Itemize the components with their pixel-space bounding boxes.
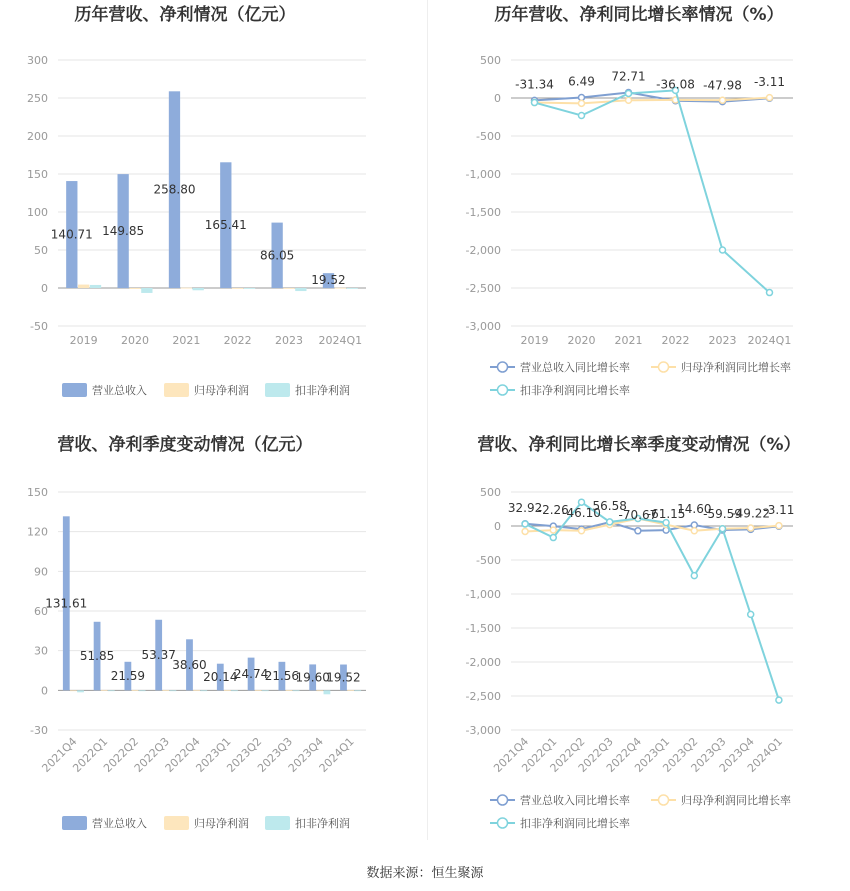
y-tick-label: 0 <box>41 684 48 698</box>
series-line-deducted-profit-growth <box>525 502 779 700</box>
y-tick-label: -1,000 <box>465 588 501 601</box>
bar-net-profit <box>316 690 323 691</box>
y-tick-label: -30 <box>30 724 48 737</box>
legend-swatch <box>265 383 290 397</box>
bar-net-profit <box>162 690 169 691</box>
legend-label: 扣非净利润同比增长率 <box>520 384 630 397</box>
data-point <box>579 528 585 534</box>
bar-net-profit <box>132 690 139 691</box>
bar-deducted-net-profit <box>293 690 300 691</box>
revenue-data-label: 19.52 <box>311 273 346 287</box>
data-point <box>635 528 641 534</box>
revenue-data-label: 86.05 <box>259 248 295 263</box>
bar-net-profit <box>193 690 200 691</box>
growth-data-label: -46.10 <box>562 506 601 521</box>
revenue-data-label: 24.74 <box>233 666 269 681</box>
legend-marker <box>498 795 508 805</box>
legend-marker <box>659 362 669 372</box>
y-tick-label: -1,500 <box>465 206 501 219</box>
growth-data-label: -31.34 <box>515 77 554 92</box>
revenue-data-label: 131.61 <box>45 596 88 611</box>
legend-label: 营业总收入 <box>92 384 147 397</box>
y-tick-label: 60 <box>34 605 48 618</box>
x-tick-label: 2024Q1 <box>744 734 786 775</box>
y-tick-label: 500 <box>480 486 501 499</box>
data-point <box>550 535 556 541</box>
data-point <box>720 97 726 103</box>
bar-deducted-net-profit <box>108 690 115 691</box>
x-tick-label: 2019 <box>520 334 549 347</box>
growth-data-label: 72.71 <box>611 69 646 84</box>
y-tick-label: 0 <box>494 520 501 533</box>
y-tick-label: -50 <box>30 320 48 333</box>
y-tick-label: -3,000 <box>465 724 501 737</box>
data-point <box>607 519 613 525</box>
growth-data-label: -2.26 <box>537 503 569 518</box>
x-tick-label: 2024Q1 <box>318 334 363 347</box>
bar-deducted-net-profit <box>90 285 101 288</box>
data-point <box>776 697 782 703</box>
y-tick-label: 100 <box>27 206 48 219</box>
x-tick-label: 2022Q4 <box>162 734 203 775</box>
bar-net-profit <box>78 285 89 288</box>
legend-swatch <box>164 383 189 397</box>
legend-marker <box>498 385 508 395</box>
x-tick-label: 2023Q2 <box>224 734 265 775</box>
growth-data-label: -59.59 <box>703 507 742 522</box>
legend-swatch <box>265 816 290 830</box>
x-tick-label: 2022Q4 <box>603 734 645 775</box>
x-tick-label: 2021 <box>172 334 201 347</box>
data-point <box>626 90 632 96</box>
revenue-data-label: 21.56 <box>264 669 300 684</box>
bar-net-profit <box>101 690 108 691</box>
legend-swatch <box>164 816 189 830</box>
data-point <box>748 525 754 531</box>
y-tick-label: 30 <box>34 644 48 658</box>
x-tick-label: 2020 <box>121 334 149 347</box>
growth-data-label: -3.11 <box>763 503 795 518</box>
data-point <box>579 499 585 505</box>
growth-data-label: 14.60 <box>677 502 712 517</box>
legend-label: 营业总收入 <box>92 817 147 830</box>
bar-deducted-net-profit <box>170 690 177 691</box>
y-tick-label: -1,000 <box>465 168 501 181</box>
y-tick-label: 150 <box>27 168 48 181</box>
legend-label: 归母净利润同比增长率 <box>681 794 791 807</box>
x-tick-label: 2022Q2 <box>547 734 588 775</box>
legend-marker <box>659 795 669 805</box>
y-tick-label: 250 <box>27 92 48 105</box>
bar-deducted-net-profit <box>354 690 361 691</box>
data-source-footer: 数据来源：恒生聚源 <box>366 866 484 881</box>
revenue-data-label: 140.71 <box>50 227 93 242</box>
data-point <box>626 97 632 103</box>
growth-data-label: -3.11 <box>753 75 786 90</box>
bar-deducted-net-profit <box>244 288 255 289</box>
bar-net-profit <box>335 288 346 289</box>
x-tick-label: 2022Q3 <box>575 734 616 775</box>
bar-deducted-net-profit <box>193 288 204 290</box>
x-tick-label: 2023 <box>275 334 303 347</box>
bar-deducted-net-profit <box>77 690 84 692</box>
bar-deducted-net-profit <box>324 690 331 694</box>
bar-net-profit <box>181 288 192 289</box>
quarterly-growth-rate-line-chart <box>428 425 850 850</box>
annual-growth-rate-line-chart <box>428 0 850 410</box>
y-tick-label: -500 <box>476 130 501 143</box>
x-tick-label: 2021Q4 <box>39 734 80 775</box>
legend-label: 归母净利润 <box>194 817 249 830</box>
x-tick-label: 2023 <box>708 334 737 347</box>
data-point <box>522 521 528 527</box>
y-tick-label: 0 <box>41 282 48 295</box>
chart-title: 历年营收、净利同比增长率情况（%） <box>494 5 784 25</box>
x-tick-label: 2023Q2 <box>660 734 701 775</box>
growth-data-label: -70.67 <box>618 507 658 522</box>
data-point <box>691 528 697 534</box>
y-tick-label: -2,000 <box>465 656 501 669</box>
legend-swatch <box>62 383 87 397</box>
revenue-data-label: 51.85 <box>79 649 115 664</box>
revenue-data-label: 21.59 <box>110 669 146 684</box>
y-tick-label: 300 <box>27 54 48 67</box>
growth-data-label: -47.98 <box>703 78 742 93</box>
x-tick-label: 2023Q1 <box>632 734 673 775</box>
revenue-data-label: 20.14 <box>203 670 238 685</box>
x-tick-label: 2022 <box>223 334 252 347</box>
legend-marker <box>498 818 508 828</box>
bar-net-profit <box>286 690 293 691</box>
bar-net-profit <box>347 690 354 691</box>
y-tick-label: -2,000 <box>465 244 501 257</box>
x-tick-label: 2023Q3 <box>688 734 729 775</box>
quarterly-revenue-profit-bar-chart <box>0 425 425 850</box>
y-tick-label: 150 <box>27 486 48 499</box>
y-tick-label: -3,000 <box>465 320 501 333</box>
legend-label: 营业总收入同比增长率 <box>520 361 630 374</box>
data-point <box>550 527 556 533</box>
bar-deducted-net-profit <box>231 690 238 691</box>
data-point <box>720 247 726 253</box>
data-point <box>767 290 773 296</box>
bar-deducted-net-profit <box>347 288 358 289</box>
growth-data-label: -61.15 <box>646 507 686 522</box>
legend-label: 归母净利润同比增长率 <box>681 361 791 374</box>
chart-title: 历年营收、净利情况（亿元） <box>74 5 296 25</box>
chart-title: 营收、净利同比增长率季度变动情况（%） <box>477 435 801 455</box>
series-line-deducted-profit-growth <box>535 90 770 292</box>
bar-net-profit <box>129 288 140 289</box>
legend-label: 扣非净利润同比增长率 <box>520 817 630 830</box>
legend-label: 营业总收入同比增长率 <box>520 794 630 807</box>
revenue-data-label: 38.60 <box>172 657 207 672</box>
chart-title: 营收、净利季度变动情况（亿元） <box>57 435 313 455</box>
y-tick-label: 90 <box>34 565 48 579</box>
y-tick-label: -2,500 <box>465 690 501 703</box>
x-tick-label: 2021 <box>614 334 643 347</box>
y-tick-label: 0 <box>494 92 501 105</box>
growth-data-label: 6.49 <box>568 74 595 89</box>
bar-net-profit <box>70 690 77 691</box>
legend-marker <box>498 362 508 372</box>
revenue-data-label: 53.37 <box>141 648 176 663</box>
bar-net-profit <box>255 690 262 691</box>
x-tick-label: 2023Q4 <box>285 734 326 775</box>
bar-deducted-net-profit <box>200 690 207 691</box>
legend-label: 扣非净利润 <box>295 384 350 397</box>
bar-deducted-net-profit <box>295 288 306 291</box>
x-tick-label: 2024Q1 <box>316 734 357 775</box>
revenue-data-label: 19.52 <box>326 670 361 685</box>
legend-label: 归母净利润 <box>194 384 249 397</box>
y-tick-label: 500 <box>480 54 501 67</box>
growth-data-label: -36.08 <box>656 77 695 92</box>
data-point <box>579 100 585 106</box>
x-tick-label: 2022Q2 <box>101 734 142 775</box>
revenue-data-label: 19.60 <box>295 670 330 685</box>
x-tick-label: 2019 <box>69 334 98 347</box>
data-point <box>748 611 754 617</box>
revenue-data-label: 165.41 <box>204 218 247 233</box>
legend-label: 扣非净利润 <box>295 817 350 830</box>
revenue-data-label: 149.85 <box>102 224 145 239</box>
bar-net-profit <box>224 690 231 691</box>
revenue-data-label: 258.80 <box>153 182 196 197</box>
y-tick-label: 200 <box>27 130 48 143</box>
x-tick-label: 2022 <box>661 334 690 347</box>
legend-swatch <box>62 816 87 830</box>
bar-deducted-net-profit <box>139 690 146 691</box>
x-tick-label: 2024Q1 <box>747 334 792 347</box>
data-point <box>720 526 726 532</box>
x-tick-label: 2022Q3 <box>131 734 172 775</box>
data-point <box>776 523 782 529</box>
growth-data-label: 56.58 <box>592 499 627 514</box>
growth-data-label: -49.22 <box>731 506 771 521</box>
bar-deducted-net-profit <box>262 690 269 691</box>
growth-data-label: 32.92 <box>507 500 543 515</box>
x-tick-label: 2022Q1 <box>519 734 560 775</box>
x-tick-label: 2023Q3 <box>255 734 296 775</box>
data-point <box>522 528 528 534</box>
data-point <box>691 573 697 579</box>
annual-revenue-profit-bar-chart <box>0 0 425 410</box>
y-tick-label: 50 <box>34 244 48 257</box>
x-tick-label: 2023Q1 <box>193 734 234 775</box>
x-tick-label: 2023Q4 <box>716 734 757 775</box>
data-point <box>767 95 773 101</box>
y-tick-label: 120 <box>27 525 48 539</box>
bar-net-profit <box>283 288 294 289</box>
bar-deducted-net-profit <box>141 288 152 293</box>
y-tick-label: -1,500 <box>465 622 501 635</box>
x-tick-label: 2022Q1 <box>70 734 111 775</box>
data-point <box>532 100 538 106</box>
y-tick-label: -500 <box>476 554 501 567</box>
y-tick-label: -2,500 <box>465 282 501 295</box>
x-tick-label: 2020 <box>567 334 596 347</box>
data-point <box>579 112 585 118</box>
bar-net-profit <box>232 288 243 289</box>
x-tick-label: 2021Q4 <box>491 734 532 775</box>
